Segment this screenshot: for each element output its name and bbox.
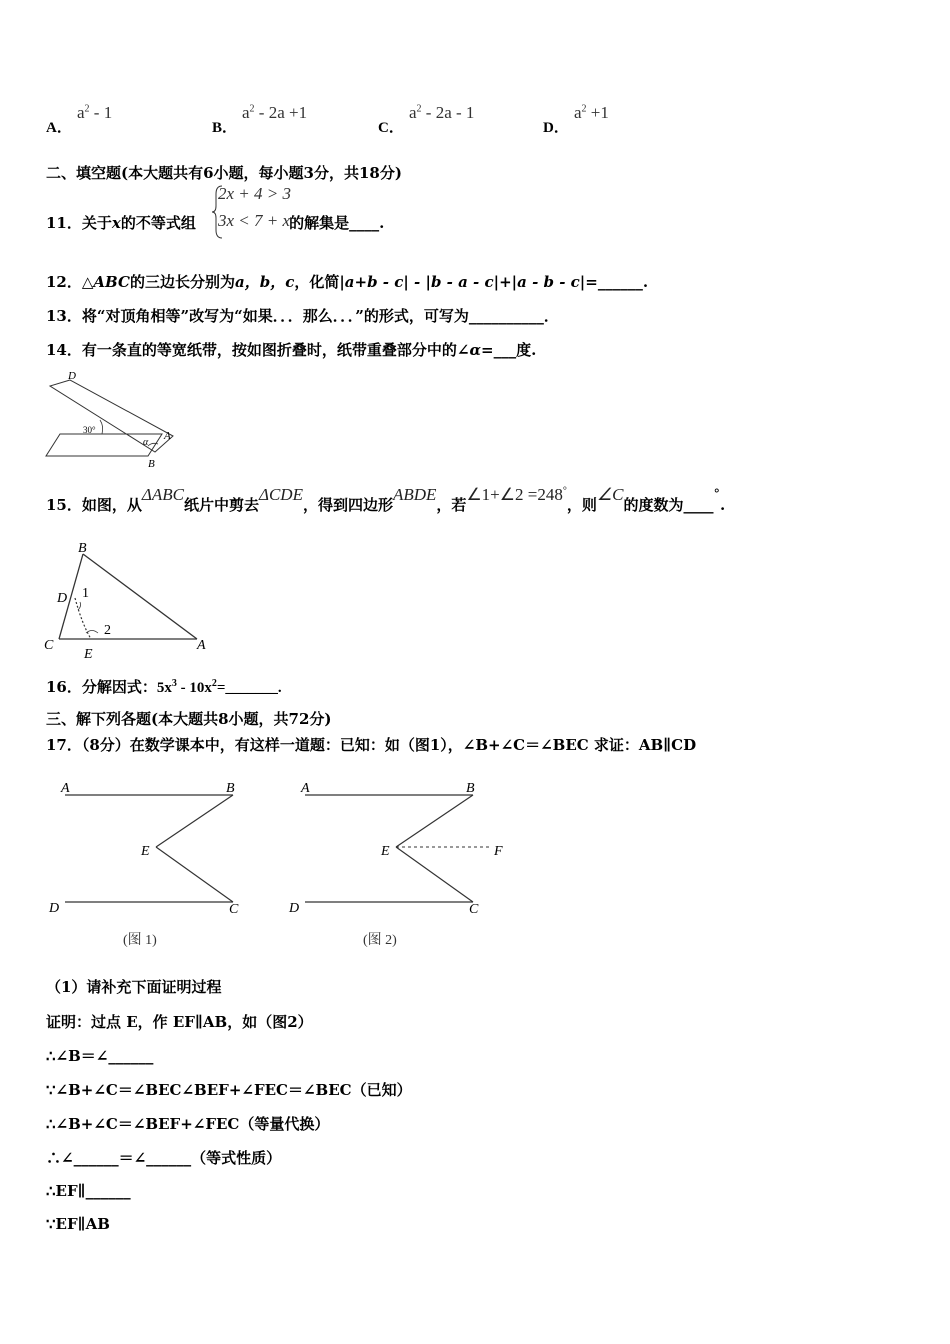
q14-alpha: α <box>469 341 481 359</box>
fig17-1-line-be <box>156 795 233 847</box>
fig17-1-label-e: E <box>141 844 150 859</box>
option-b-rest: - 2a +1 <box>254 103 308 122</box>
fig14-alpha-arc <box>148 443 158 446</box>
fig17-2-line-be <box>396 795 473 847</box>
option-c-exponent: 2 <box>416 103 422 115</box>
figure-17-2 <box>285 776 515 951</box>
option-d-exponent: 2 <box>581 103 587 115</box>
q16-suffix: =_______. <box>216 680 282 696</box>
q12-expression: a+b - c| - |b - a - c|+|a - b - c|= <box>344 273 598 291</box>
option-a-exponent: 2 <box>84 103 90 115</box>
q15-quadrilateral: ABDE <box>392 485 437 504</box>
fig17-2-caption: (图 2) <box>363 933 397 948</box>
figure-17-1 <box>45 776 265 951</box>
fig14-label-d: D <box>68 370 76 382</box>
option-a-base: a <box>77 103 85 122</box>
q11-variable: x <box>111 214 121 232</box>
fig17-2-label-a: A <box>301 781 310 796</box>
option-a-rest: - 1 <box>89 103 113 122</box>
option-b-exponent: 2 <box>249 103 255 115</box>
q16-power-3: 3 <box>171 678 177 689</box>
fig15-label-b: B <box>78 541 87 556</box>
q15-condition-text: ∠1+∠2 =248 <box>466 485 563 504</box>
figure-14-folded-strip <box>40 366 180 472</box>
option-c-rest: - 2a - 1 <box>421 103 475 122</box>
option-c-base: a <box>409 103 417 122</box>
fig17-1-label-b: B <box>226 781 235 796</box>
q11-prefix: 11．关于 <box>46 214 112 232</box>
fig15-label-2: 2 <box>104 623 111 638</box>
fig17-2-line-ec <box>396 847 473 902</box>
q15-middle-4: ，则 <box>566 496 597 514</box>
q12-suffix: ______. <box>597 273 649 291</box>
fig14-label-a: A <box>164 430 171 442</box>
q12-triangle-name: ABC <box>93 273 130 291</box>
q14-suffix: =___度. <box>481 341 537 359</box>
question-15 <box>46 485 726 515</box>
fig17-1-label-a: A <box>61 781 70 796</box>
section-3-heading: 三、解下列各题(本大题共8小题，共72分) <box>46 710 332 728</box>
option-d-rest: +1 <box>586 103 609 122</box>
fig17-1-line-ec <box>156 847 233 902</box>
question-13: 13．将“对顶角相等”改写为“如果．．．那么．．．”的形式，可写为__________． <box>46 307 559 325</box>
q11-inequality-system <box>218 184 291 231</box>
question-12 <box>46 271 648 292</box>
fig14-label-30: 30° <box>83 425 96 435</box>
proof-line-3: ∴∠B＝∠______ <box>46 1047 154 1065</box>
proof-line-7: ∴EF∥______ <box>46 1182 131 1200</box>
fig15-side-ba <box>83 554 197 639</box>
proof-part-1: （1）请补充下面证明过程 <box>46 978 222 996</box>
q15-condition-degree: ° <box>562 485 567 497</box>
q12-variables: a，b，c <box>234 273 295 291</box>
q15-prefix: 15．如图，从 <box>46 496 142 514</box>
q15-end: . <box>719 496 726 514</box>
fig14-label-b: B <box>148 458 155 470</box>
section-2-heading: 二、填空题(本大题共有6小题，每小题3分，共18分) <box>46 164 402 182</box>
fig15-label-1: 1 <box>82 586 89 601</box>
fig17-2-label-f: F <box>494 844 503 859</box>
fig14-label-alpha: α <box>143 437 149 448</box>
fig15-label-a: A <box>197 638 206 653</box>
fig17-2-label-d: D <box>289 901 300 916</box>
figure-15-triangle <box>40 536 220 664</box>
option-d-label: D． <box>543 120 569 136</box>
option-b-expression <box>242 103 307 123</box>
option-c-expression <box>409 103 474 123</box>
option-a-label: A． <box>46 120 72 136</box>
option-d-expression <box>574 103 609 123</box>
q16-expression <box>157 680 282 696</box>
fig17-1-label-d: D <box>49 901 60 916</box>
option-b-base: a <box>242 103 250 122</box>
q16-term-2: - 10x <box>176 680 212 696</box>
question-17: 17．（8分）在数学课本中，有这样一道题：已知：如（图1），∠B+∠C＝∠BEC 求证：AB∥CD <box>46 736 697 754</box>
q16-power-2: 2 <box>211 678 217 689</box>
q11-middle: 的不等式组 <box>120 214 196 232</box>
q16-prefix: 16．分解因式： <box>46 678 157 696</box>
q15-suffix: 的度数为____ <box>623 496 714 514</box>
question-14 <box>46 339 536 360</box>
option-a-expression <box>77 103 112 123</box>
fig14-30-arc <box>100 420 103 434</box>
q15-condition <box>466 485 566 504</box>
question-16 <box>46 676 282 697</box>
fig15-label-e: E <box>84 647 93 662</box>
fig15-angle-1-arc <box>78 602 81 610</box>
option-d-base: a <box>574 103 582 122</box>
q15-middle-2: ，得到四边形 <box>302 496 393 514</box>
proof-line-6: ∴∠______＝∠______（等式性质） <box>46 1149 282 1167</box>
q12-middle-2: ，化简| <box>294 273 345 291</box>
fig17-2-label-e: E <box>381 844 390 859</box>
option-b-label: B． <box>212 120 238 136</box>
fig17-2-label-c: C <box>469 902 479 917</box>
fig15-cut-line <box>75 598 91 639</box>
fig17-2-label-b: B <box>466 781 475 796</box>
q12-prefix: 12．△ <box>46 273 94 291</box>
q11-inequality-2: 3x < 7 + x <box>218 211 291 230</box>
q15-middle-3: ，若 <box>436 496 467 514</box>
option-c-label: C． <box>378 120 404 136</box>
fig14-upper-strip <box>50 380 173 452</box>
q12-middle: 的三边长分别为 <box>129 273 235 291</box>
q15-angle-c: ∠C <box>596 485 624 504</box>
q14-text: 14．有一条直的等宽纸带，按如图折叠时，纸带重叠部分中的∠ <box>46 341 470 359</box>
q11-inequality-1: 2x + 4 > 3 <box>218 184 291 203</box>
fig15-label-d: D <box>57 591 68 606</box>
q15-middle-1: 纸片中剪去 <box>183 496 259 514</box>
fig17-1-caption: (图 1) <box>123 933 157 948</box>
proof-line-4: ∵∠B+∠C＝∠BEC∠BEF+∠FEC＝∠BEC（已知） <box>46 1081 412 1099</box>
proof-line-2: 证明：过点 E，作 EF∥AB，如（图2） <box>46 1013 313 1031</box>
q15-triangle-cde: ΔCDE <box>258 485 303 504</box>
proof-line-8: ∵EF∥AB <box>46 1215 110 1233</box>
proof-line-5: ∴∠B+∠C＝∠BEF+∠FEC（等量代换） <box>46 1115 330 1133</box>
q15-triangle-abc: ΔABC <box>141 485 184 504</box>
q15-degree-mark: ° <box>713 487 720 502</box>
fig15-label-c: C <box>44 638 54 653</box>
q16-term-1: 5x <box>156 680 172 696</box>
q11-suffix: 的解集是____. <box>289 214 385 232</box>
fig17-1-label-c: C <box>229 902 239 917</box>
